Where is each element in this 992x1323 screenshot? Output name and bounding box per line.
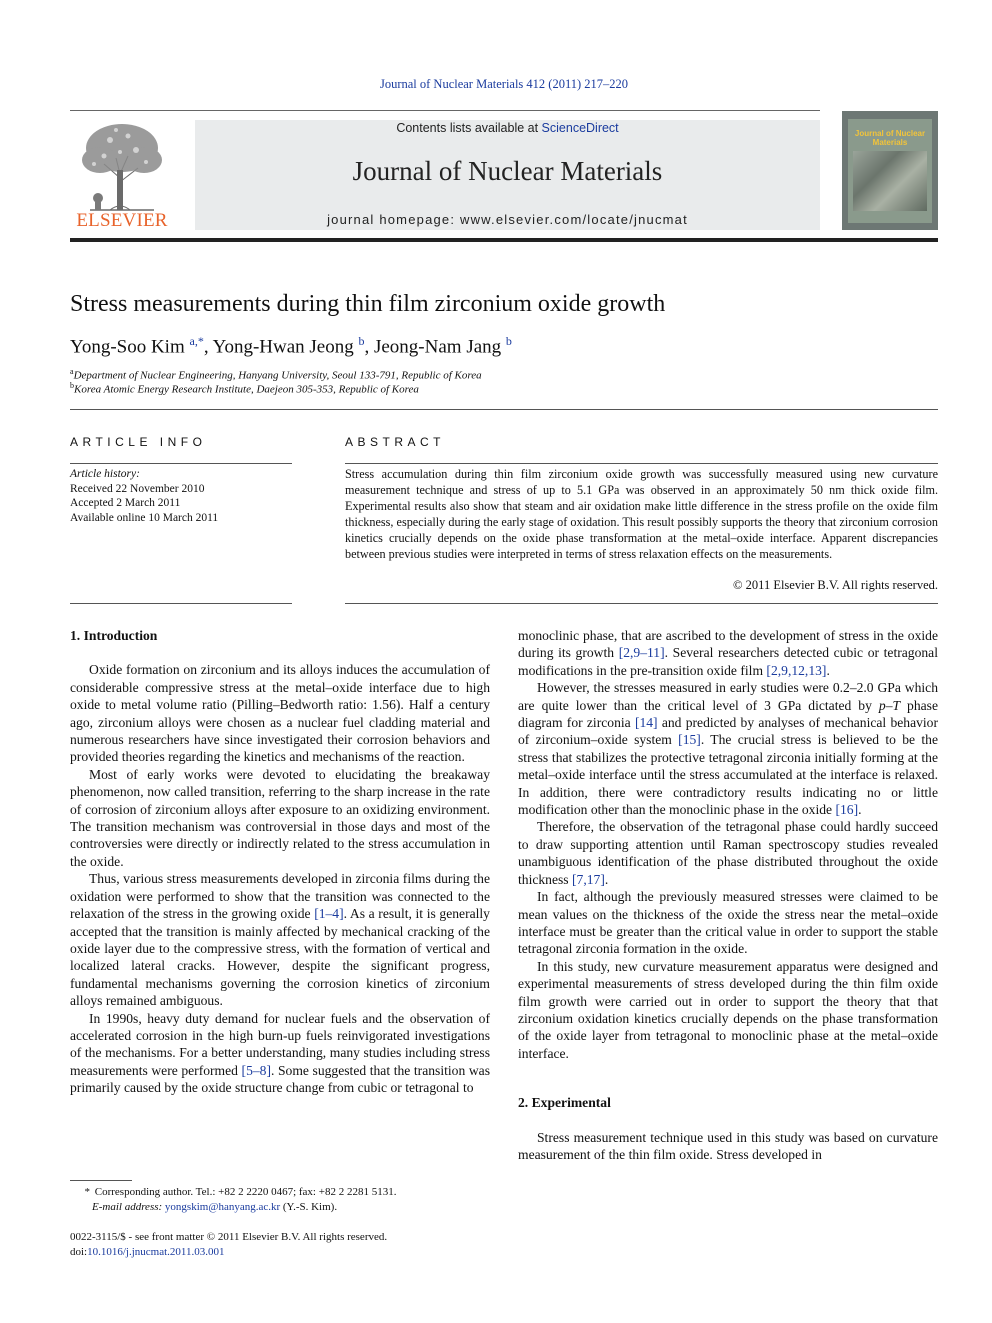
tree-icon <box>70 118 174 214</box>
email-link[interactable]: yongskim@hanyang.ac.kr <box>164 1201 281 1213</box>
section-heading: 1. Introduction <box>70 628 158 643</box>
doi-line: doi:10.1016/j.jnucmat.2011.03.001 <box>70 1246 225 1258</box>
journal-cover[interactable] <box>842 111 938 230</box>
abstract-rule <box>345 603 938 604</box>
section-heading: 2. Experimental <box>518 1095 611 1111</box>
author-name: Yong-Hwan Jeong <box>212 336 354 358</box>
journal-title: Journal of Nuclear Materials <box>352 156 663 186</box>
journal-homepage[interactable]: journal homepage: www.elsevier.com/locate/jnucmat <box>327 212 688 227</box>
info-rule <box>70 603 292 604</box>
article-title: Stress measurements during thin film zirconium oxide growth <box>70 291 666 317</box>
article-history <box>70 467 292 525</box>
reference-link[interactable]: [2,9,12,13] <box>766 662 827 678</box>
author-list: Yong-Soo Kim $^{a,*}$, Yong-Hwan Jeong $^b$, Jeong-Nam Jang $^b$ <box>70 334 512 358</box>
reference-link[interactable]: [5–8] <box>241 1062 271 1078</box>
abstract-rule <box>345 463 938 464</box>
cover-panel <box>848 119 932 223</box>
paragraph: Oxide formation on zirconium and its alloys induces the accumulation of considerable compressive stress at the metal–oxide interface due to high oxide to metal volume ratio (Pilling–Bedworth ratio: 1.56). Half a century ago, zirconium alloys were chosen as a nuclear fuel cladding material and numerous researchers have since investigated their corrosion behaviors and provided theories regarding the kinetics and mechanisms of the reaction. <box>70 662 490 765</box>
paragraph: In fact, although the previously measured stresses were claimed to be mean values on the thickness of the oxide the stress near the metal–oxide interface must be greater than the critical value in order to support the stable tetragonal zirconia formation in the oxide. <box>518 889 938 957</box>
elsevier-logo[interactable] <box>70 118 174 238</box>
copyright: © 2011 Elsevier B.V. All rights reserved. <box>733 578 938 592</box>
history-label: Article history: <box>70 468 140 480</box>
author-name: Jeong-Nam Jang <box>373 336 502 358</box>
header-thick-rule <box>70 238 938 242</box>
affiliation: $^b$Korea Atomic Energy Research Institute, Daejeon 305-353, Republic of Korea <box>70 381 419 396</box>
abstract-text: Stress accumulation during thin film zirconium oxide growth was successfully measured using new curvature measurement technique and stress of up to 5.1 GPa was observed in an approximately 50 nm thick oxide film. Experimental results also show that steam and air oxidation make little difference in the stress profile on the oxide film thickness, especially during the early stage of oxidation. This result possibly supports the theory that zirconium corrosion kinetics crucially depends on the oxide phase transformation at the metal–oxide interface. Apparent discrepancies between previous studies were interpreted in terms of stress relaxation effects on the measurements. <box>345 467 938 561</box>
elsevier-wordmark: ELSEVIER <box>76 210 168 231</box>
email-note: E-mail address: yongskim@hanyang.ac.kr (Y.-S. Kim). <box>92 1201 338 1213</box>
paragraph: In 1990s, heavy duty demand for nuclear fuels and the observation of accelerated corrosion in the high burn-up fuels reinvigorated investigations of the mechanisms. For a better understanding, many studies including stress measurements were performed [5–8]. Some suggested that the transition was primarily caused by the oxide structure change from cubic or tetragonal to <box>70 1010 490 1096</box>
paragraph: However, the stresses measured in early studies were 0.2–2.0 GPa which are quite lower than the critical level of 3 GPa dictated by p–T phase diagram for zirconia [14] and predicted by analyses of mechanical behavior of zirconium–oxide system [15]. The crucial stress is believed to be the stress that stabilizes the protective tetragonal zirconia initially forming at the metal–oxide interface until the stress accumulated at the interface is relaxed. In addition, there were contradictory results indicating no or little modification other than the monoclinic phase in the oxide [16]. <box>518 680 939 818</box>
reference-link[interactable]: [7,17] <box>572 871 605 887</box>
body-left-column <box>70 627 490 1097</box>
author-affiliation-link[interactable]: a,* <box>189 334 204 348</box>
journal-banner <box>195 120 820 230</box>
reference-link[interactable]: [14] <box>634 715 658 731</box>
affiliation: $^a$Department of Nuclear Engineering, Hanyang University, Seoul 133-791, Republic of Korea <box>70 367 482 382</box>
cover-image <box>853 151 927 211</box>
paragraph: Thus, various stress measurements developed in zirconia films during the oxidation were performed to show that the transition was connected to the relaxation of the stress in the growing oxide [1–4]. As a result, it is generally accepted that the transition is mainly affected by mechanical cracking of the oxide layer due to the compressive stress, with the formation of vertical and localized lateral cracks. However, despite the significant progress, fundamental mechanisms governing the corrosion kinetics of zirconium alloys remained ambiguous. <box>70 871 490 1009</box>
header-rule <box>70 110 820 111</box>
body-right-column <box>518 627 938 1163</box>
paragraph: monoclinic phase, that are ascribed to the development of stress in the oxide during its growth [2,9–11]. Several researchers detected cubic or tetragonal modifications in the pre-transition oxide film [2,9,12,13]. <box>518 628 938 678</box>
author-affiliation-link[interactable]: b <box>505 334 512 348</box>
reference-link[interactable]: [16] <box>835 802 859 818</box>
reference-link[interactable]: [1–4] <box>314 906 344 922</box>
cover-title: Journal of Nuclear Materials <box>854 129 926 147</box>
reference-link[interactable]: [15] <box>678 732 701 748</box>
doi-link[interactable]: 10.1016/j.jnucmat.2011.03.001 <box>87 1246 225 1258</box>
accepted-date: Accepted 2 March 2011 <box>70 497 181 509</box>
online-date: Available online 10 March 2011 <box>70 511 219 524</box>
contents-line: Contents lists available at ScienceDirect <box>396 121 619 135</box>
sciencedirect-link[interactable]: ScienceDirect <box>541 121 619 135</box>
received-date: Received 22 November 2010 <box>70 482 205 495</box>
section-rule <box>70 409 938 410</box>
corresponding-author-note: * Corresponding author. Tel.: +82 2 2220 0467; fax: +82 2 2281 5131. <box>84 1186 397 1198</box>
article-info-heading: ARTICLE INFO <box>70 435 207 449</box>
paragraph: Therefore, the observation of the tetragonal phase could hardly succeed to draw supporting attention until Raman spectroscopy studies revealed unambiguous identification of the phase distributed throughout the oxide thickness [7,17]. <box>518 819 938 887</box>
paragraph: Most of early works were devoted to elucidating the breakaway phenomenon, now called transition, referring to the sharp increase in the rate of corrosion of zirconium alloys after exposure to an oxidizing environment. The transition mechanism was controversial in those days and most of the controversies were directly or indirectly related to the stress accumulation in the oxide. <box>70 766 490 869</box>
info-rule <box>70 463 292 464</box>
reference-link[interactable]: [2,9–11] <box>618 645 665 661</box>
author-affiliation-link[interactable]: b <box>358 334 365 348</box>
journal-citation[interactable]: Journal of Nuclear Materials 412 (2011) 217–220 <box>379 77 629 91</box>
paragraph: Stress measurement technique used in this study was based on curvature measurement of the thin film oxide. Stress developed in <box>518 1129 938 1162</box>
paragraph: In this study, new curvature measurement apparatus were designed and experimental measurements of stress developed during the thin film oxide film growth were carried out in order to support the theory that that zirconium oxidation kinetics crucially depends on the phase transformation of the oxide layer from tetragonal to monoclinic phase at the metal–oxide interface. <box>518 958 938 1061</box>
abstract-heading: ABSTRACT <box>345 435 446 449</box>
issn-line: 0022-3115/$ - see front matter © 2011 Elsevier B.V. All rights reserved. <box>70 1231 388 1243</box>
author-name: Yong-Soo Kim <box>70 336 185 358</box>
footnote-rule <box>70 1180 132 1181</box>
